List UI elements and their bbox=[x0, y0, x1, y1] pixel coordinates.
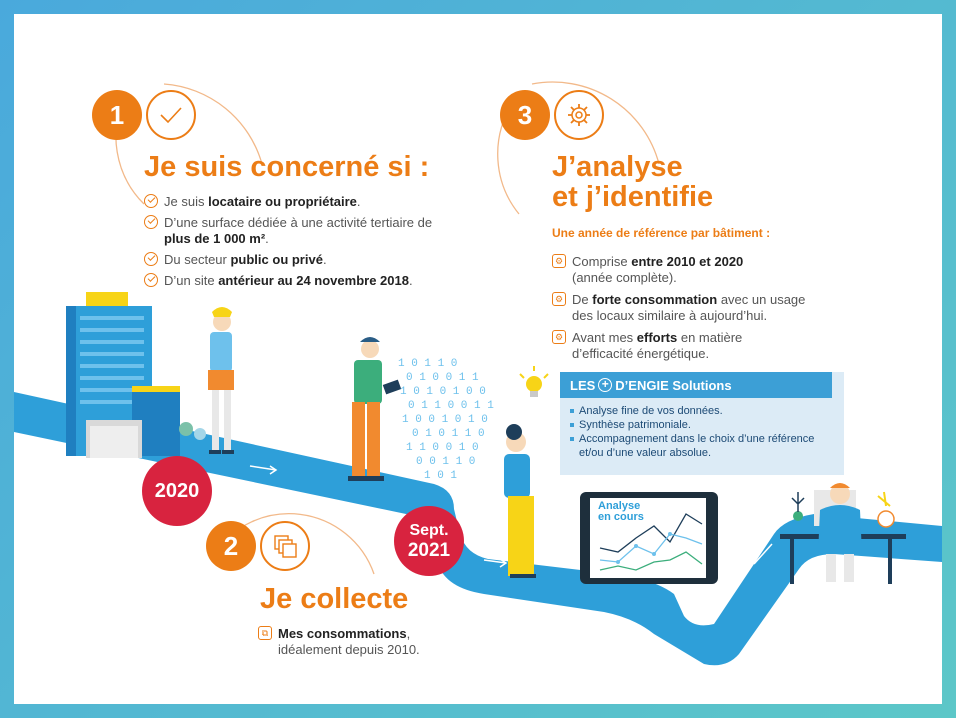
step1-title: Je suis concerné si : bbox=[144, 151, 430, 183]
check-circle-icon bbox=[144, 194, 158, 208]
infographic-card bbox=[14, 14, 942, 704]
step3-title-line1: J’analyse bbox=[552, 151, 683, 183]
step2-list bbox=[258, 626, 478, 663]
gear-icon: ⚙ bbox=[552, 292, 566, 306]
list-item: ⧉ Mes consommations, idéalement depuis 2010. bbox=[258, 626, 478, 658]
check-circle-icon bbox=[144, 215, 158, 229]
man-figure bbox=[348, 337, 401, 481]
gear-icon: ⚙ bbox=[552, 254, 566, 268]
list-item: ⚙ De forte consommation avec un usage des locaux similaire à aujourd’hui. bbox=[552, 292, 842, 324]
svg-text:0 1 0 1 1 0: 0 1 0 1 1 0 bbox=[412, 428, 485, 440]
plus-circle-icon: + bbox=[598, 378, 612, 392]
svg-text:1 0 1: 1 0 1 bbox=[424, 470, 458, 482]
building bbox=[66, 292, 206, 458]
svg-text:1 0 0 1 0 1 0: 1 0 0 1 0 1 0 bbox=[402, 414, 488, 426]
gear-icon: ⚙ bbox=[552, 330, 566, 344]
list-item: D’une surface dédiée à une activité tertiaire de plus de 1 000 m². bbox=[144, 215, 454, 247]
check-circle-icon bbox=[146, 90, 196, 140]
step1-list bbox=[144, 194, 454, 294]
data-digits-cloud bbox=[398, 358, 494, 482]
gear-icon bbox=[554, 90, 604, 140]
svg-text:1 0 1 0 1 0 0: 1 0 1 0 1 0 0 bbox=[400, 386, 486, 398]
step3-subtitle: Une année de référence par bâtiment : bbox=[552, 226, 771, 240]
year-2020-badge: 2020 bbox=[142, 456, 212, 526]
copy-pages-icon: ⧉ bbox=[258, 626, 272, 640]
svg-text:0 1 0 0 1 1: 0 1 0 0 1 1 bbox=[406, 372, 479, 384]
engie-solutions-box bbox=[560, 372, 844, 475]
list-item: Accompagnement dans le choix d’une référence et/ou d’une valeur absolue. bbox=[570, 432, 834, 460]
step3-number-badge: 3 bbox=[500, 90, 550, 140]
list-item: ⚙ Avant mes efforts en matière d’efficacité énergétique. bbox=[552, 330, 842, 362]
list-item: D’un site antérieur au 24 novembre 2018. bbox=[144, 273, 454, 289]
step3-title bbox=[552, 152, 713, 213]
svg-text:0 1 1 0 0 1 1: 0 1 1 0 0 1 1 bbox=[408, 400, 494, 412]
svg-text:1 0 1 1 0: 1 0 1 1 0 bbox=[398, 358, 458, 370]
engie-solutions-header: LES + D’ENGIE Solutions bbox=[560, 372, 832, 398]
svg-text:0 0 1 1 0: 0 0 1 1 0 bbox=[416, 456, 476, 468]
copy-pages-icon bbox=[260, 521, 310, 571]
list-item: Synthèse patrimoniale. bbox=[570, 418, 834, 432]
engie-solutions-list bbox=[560, 398, 844, 466]
lightbulb-icon bbox=[520, 366, 548, 397]
thinking-woman-figure bbox=[504, 424, 536, 578]
list-item: Du secteur public ou privé. bbox=[144, 252, 454, 268]
check-circle-icon bbox=[144, 252, 158, 266]
woman-figure bbox=[208, 307, 234, 454]
tablet-label: Analyse en cours bbox=[598, 500, 644, 523]
step2-title: Je collecte bbox=[260, 583, 409, 615]
step3-list bbox=[552, 254, 842, 367]
step3-title-line2: et j’identifie bbox=[552, 181, 714, 214]
svg-text:1 1 0 0 1 0: 1 1 0 0 1 0 bbox=[406, 442, 479, 454]
step2-number-badge: 2 bbox=[206, 521, 256, 571]
list-item: Analyse fine de vos données. bbox=[570, 404, 834, 418]
list-item: ⚙ Comprise entre 2010 et 2020 (année complète). bbox=[552, 254, 842, 286]
sept-2021-badge: Sept. 2021 bbox=[394, 506, 464, 576]
check-circle-icon bbox=[144, 273, 158, 287]
list-item: Je suis locataire ou propriétaire. bbox=[144, 194, 454, 210]
step1-number-badge: 1 bbox=[92, 90, 142, 140]
